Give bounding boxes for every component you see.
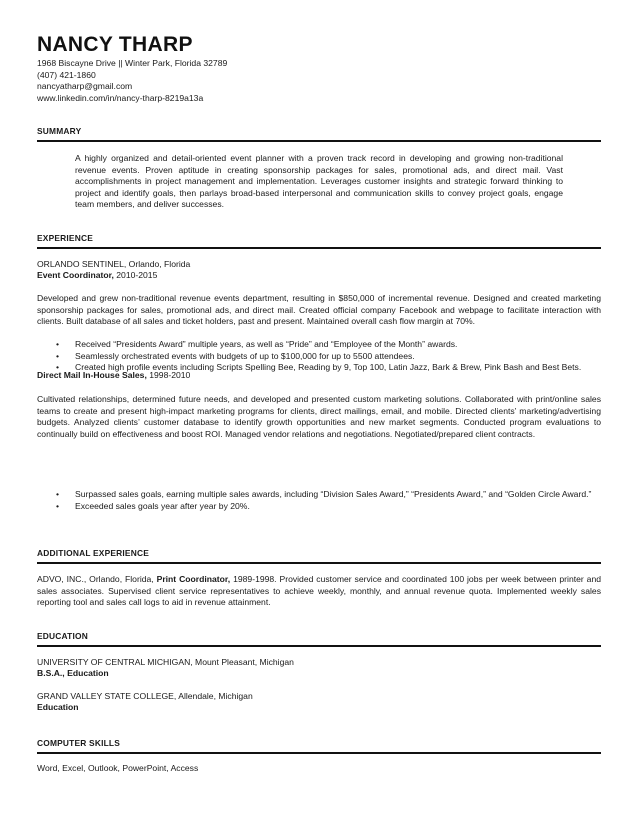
degree1: B.S.A., Education: [37, 668, 109, 678]
school1: UNIVERSITY OF CENTRAL MICHIGAN, Mount Pleasant, Michigan: [37, 657, 294, 667]
job2-dates: 1998-2010: [146, 370, 191, 380]
job1-bullets: [37, 339, 601, 374]
degree2: Education: [37, 702, 79, 712]
phone: (407) 421-1860: [37, 69, 96, 80]
list-item: • Surpassed sales goals, earning multiple sales awards, including “Division Sales Award,” “Presidents Award,” and “Golden Circle Award.”: [56, 489, 592, 499]
list-item: • Seamlessly orchestrated events with budgets of up to $100,000 for up to 5500 attendees.: [56, 350, 415, 361]
email: nancyatharp@gmail.com: [37, 81, 133, 91]
job1-dates: 2010-2015: [113, 270, 158, 280]
job1-role: Event Coordinator,: [37, 270, 114, 280]
additional-text: ADVO, INC., Orlando, Florida, Print Coordinator, 1989-1998. Provided customer service and coordinated 100 jobs per week between printer and sales associates. Supervised client service representatives to achieve weekly, monthly, and annual revenue quota. Implemented weekly sales reporting tool and sales call logs to aid in revenue attainment.: [37, 574, 602, 607]
education-heading: EDUCATION: [37, 631, 601, 647]
job2-title-line: [37, 370, 190, 382]
job2-role: Direct Mail In-House Sales,: [37, 370, 147, 380]
job1-title-line: [37, 270, 157, 282]
job2-bullets: [37, 489, 601, 512]
bullet-icon: •: [56, 339, 60, 349]
job1-description: Developed and grew non-traditional revenue events department, resulting in $850,000 of incremental revenue. Designed and created marketing sponsorship packages for sales, promotional ads, and direct mail. Created official company Facebook and webpage to facilitate interaction with clients. Built database of all sales and ticket holders, past and present. Maintained overall cash flow margin at 70%.: [37, 293, 601, 326]
bullet-icon: •: [56, 500, 60, 511]
additional-role: Print Coordinator,: [156, 574, 231, 584]
school2: GRAND VALLEY STATE COLLEGE, Allendale, Michigan: [37, 691, 253, 701]
linkedin-url: www.linkedin.com/in/nancy-tharp-8219a13a: [37, 92, 204, 103]
skills-text: Word, Excel, Outlook, PowerPoint, Access: [37, 763, 199, 773]
list-item: • Exceeded sales goals year after year by 20%.: [56, 500, 250, 511]
bullet-icon: •: [56, 489, 60, 499]
bullet-icon: •: [56, 362, 60, 372]
experience-heading: EXPERIENCE: [37, 233, 601, 249]
summary-heading: SUMMARY: [37, 126, 601, 142]
candidate-name: NANCY THARP: [37, 33, 193, 56]
summary-text: A highly organized and detail-oriented event planner with a proven track record in developing and growing non-traditional revenue events. Proven aptitude in creating sponsorship packages for sales, promotional ads, and direct mail. Vast accomplishments in project management and implementation. Leverages customer insights and strategic forward thinking to project and identify goals, then parlays broad-based interpersonal and communication skills to convey project goals, engage team members, and deliver successes.: [75, 153, 563, 209]
address: 1968 Biscayne Drive || Winter Park, Florida 32789: [37, 58, 228, 68]
additional-heading: ADDITIONAL EXPERIENCE: [37, 548, 601, 564]
contact-block: [37, 58, 227, 104]
job1-employer: ORLANDO SENTINEL, Orlando, Florida: [37, 259, 191, 269]
list-item: • Created high profile events including Scripts Spelling Bee, Reading by 9, Top 100, Latin Jazz, Bark & Brew, Pink Bash and Best Bets.: [56, 362, 582, 372]
list-item: • Received “Presidents Award” multiple years, as well as “Pride” and “Employee of the Month” awards.: [56, 339, 458, 349]
skills-heading: COMPUTER SKILLS: [37, 738, 601, 754]
bullet-icon: •: [56, 350, 60, 361]
job2-description: Cultivated relationships, determined future needs, and developed and presented custom marketing solutions. Collaborated with print/online sales teams to create and present high-impact marketing programs for clients, direct mailings, email, and mobile. Directed clients’ marketing/advertising budgets. Analyzed clients’ customer database to identify growth opportunities and new market segments. Conducted program evaluations to continually build on effectiveness and boost ROI. Managed vendor relations and negotiations. Negotiated/prepared client contracts.: [37, 394, 601, 439]
